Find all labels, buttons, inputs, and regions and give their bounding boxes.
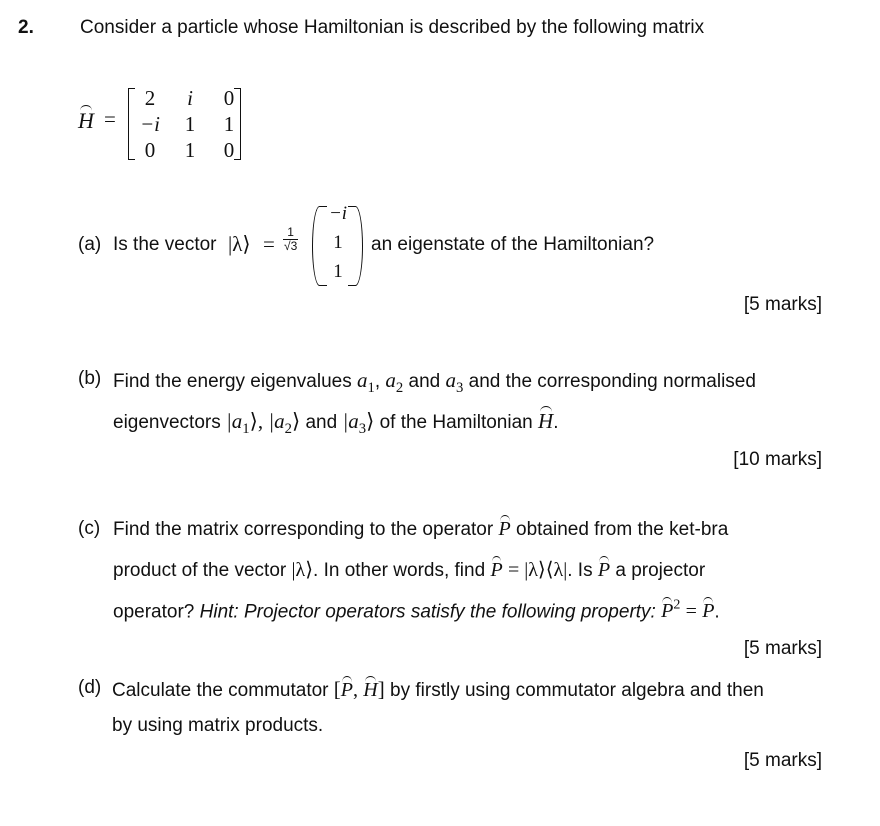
part-d-marks: [5 marks]: [743, 750, 822, 771]
part-a-ket: |λ⟩: [228, 232, 251, 256]
question-intro: Consider a particle whose Hamiltonian is described by the following matrix: [80, 17, 705, 38]
part-d-label: (d): [78, 677, 102, 698]
matrix-cell: 1: [223, 112, 235, 136]
part-a-label: (a): [78, 234, 102, 255]
part-d-line-2: by using matrix products.: [112, 715, 324, 736]
part-c-line-1: Find the matrix corresponding to the operator P obtained from the ket-bra: [113, 518, 729, 540]
matrix-cell: 0: [144, 138, 156, 162]
part-a-fraction: $\frac{1}{√3}$: [284, 225, 298, 253]
matrix-cell: i: [187, 86, 193, 110]
part-d-line-1: Calculate the commutator [P, H] by firstly using commutator algebra and then: [112, 677, 764, 701]
matrix-cell: 0: [223, 138, 235, 162]
part-a-marks: [5 marks]: [743, 294, 822, 315]
matrix-cell: 2: [144, 86, 156, 110]
part-a-text-before: Is the vector: [113, 234, 217, 255]
part-a-text-after: an eigenstate of the Hamiltonian?: [371, 234, 655, 255]
part-b-line-2: eigenvectors $|a_1⟩$, $|a_2⟩$ and $|a_3⟩$ of the Hamiltonian H.: [113, 409, 559, 438]
vector-cell: −i: [328, 203, 348, 224]
part-c-label: (c): [78, 518, 101, 539]
part-b-line-1: Find the energy eigenvalues $a_1$, $a_2$ and $a_3$ and the corresponding normalised: [113, 368, 756, 397]
matrix-cell: −i: [139, 112, 160, 136]
part-b-label: (b): [78, 368, 102, 389]
hamiltonian-symbol: H: [78, 108, 94, 133]
matrix-cell: 1: [184, 112, 196, 136]
part-c-marks: [5 marks]: [743, 638, 822, 659]
part-b-marks: [10 marks]: [733, 449, 822, 470]
matrix-cell: 1: [184, 138, 196, 162]
vector-cell: 1: [333, 261, 343, 282]
question-number: 2.: [18, 17, 34, 38]
part-c-line-2: product of the vector |λ⟩. In other words, find P = |λ⟩⟨λ|. Is P a projector: [113, 559, 706, 581]
part-c-line-3: operator? Hint: Projector operators satisfy the following property: $P^2 = P$.: [113, 598, 720, 623]
vector-cell: 1: [333, 232, 343, 253]
matrix-cell: 0: [223, 86, 235, 110]
part-a-equals: =: [263, 232, 275, 256]
hamiltonian-equals: =: [104, 107, 116, 131]
